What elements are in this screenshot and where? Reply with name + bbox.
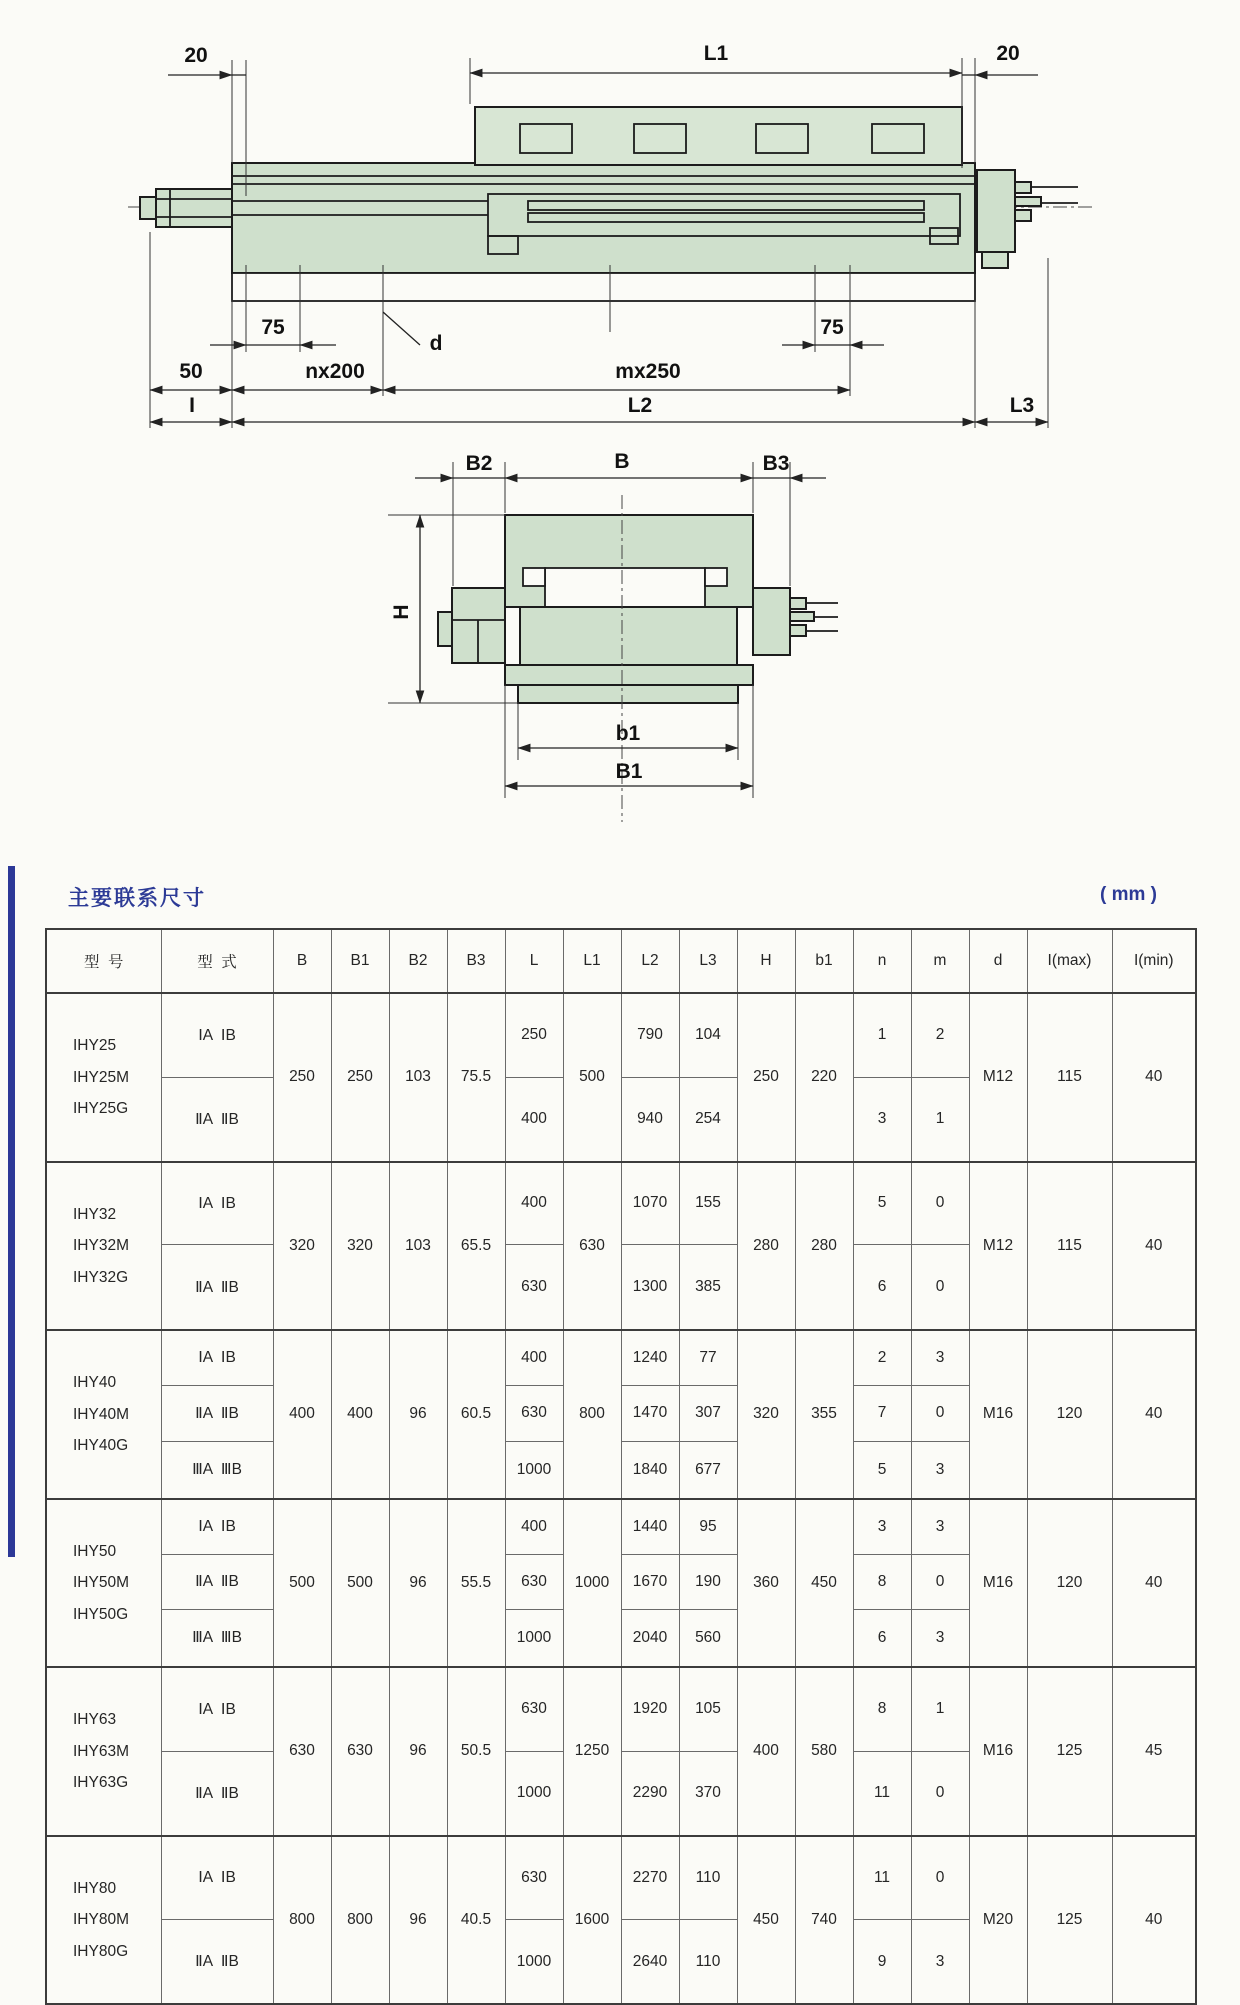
n-cell: 6: [853, 1245, 911, 1330]
L1-cell: 800: [563, 1330, 621, 1499]
n-cell: 3: [853, 1499, 911, 1555]
L-cell: 630: [505, 1836, 563, 1920]
L2-cell: 1440: [621, 1499, 679, 1555]
left-clamp-wing: [438, 588, 505, 663]
L2-cell: 1070: [621, 1162, 679, 1245]
dim-label-b2: B2: [465, 452, 493, 475]
dim-label-b1-small: b1: [615, 722, 641, 745]
m-cell: 0: [911, 1751, 969, 1835]
model-cell: IHY80 IHY80M IHY80G: [46, 1836, 161, 2005]
base-flange: [232, 273, 975, 301]
L2-cell: 1300: [621, 1245, 679, 1330]
m-cell: 1: [911, 1077, 969, 1161]
b1-cell: 280: [795, 1162, 853, 1331]
m-cell: 3: [911, 1441, 969, 1498]
table-row: [46, 1330, 1196, 1385]
type-cell: ⅢA ⅢB: [161, 1609, 273, 1667]
L3-cell: 370: [679, 1751, 737, 1835]
model-cell: IHY50 IHY50M IHY50G: [46, 1499, 161, 1668]
m-cell: 3: [911, 1920, 969, 2004]
Imin-cell: 40: [1112, 1499, 1196, 1668]
L-cell: 1000: [505, 1920, 563, 2004]
Imin-cell: 40: [1112, 1330, 1196, 1499]
d-cell: M16: [969, 1667, 1027, 1836]
L-cell: 1000: [505, 1441, 563, 1498]
Imax-cell: 120: [1027, 1499, 1112, 1668]
section-t-slot: [545, 568, 705, 607]
B2-cell: 96: [389, 1330, 447, 1499]
table-row: [46, 1836, 1196, 1920]
Imax-cell: 125: [1027, 1667, 1112, 1836]
n-cell: 8: [853, 1554, 911, 1609]
B1-cell: 320: [331, 1162, 389, 1331]
col-header-B3: B3: [447, 929, 505, 993]
dim-label-i: I: [189, 394, 195, 417]
model-cell: IHY32 IHY32M IHY32G: [46, 1162, 161, 1331]
L3-cell: 677: [679, 1441, 737, 1498]
Imax-cell: 115: [1027, 1162, 1112, 1331]
L-cell: 630: [505, 1245, 563, 1330]
n-cell: 9: [853, 1920, 911, 2004]
n-cell: 6: [853, 1609, 911, 1667]
dim-label-50: 50: [179, 360, 203, 383]
B1-cell: 500: [331, 1499, 389, 1668]
B1-cell: 630: [331, 1667, 389, 1836]
col-header-L: L: [505, 929, 563, 993]
L2-cell: 2640: [621, 1920, 679, 2004]
b1-cell: 450: [795, 1499, 853, 1668]
d-cell: M20: [969, 1836, 1027, 2005]
L3-cell: 95: [679, 1499, 737, 1555]
n-cell: 5: [853, 1162, 911, 1245]
L2-cell: 2270: [621, 1836, 679, 1920]
dim-label-75-right: 75: [820, 316, 844, 339]
b1-cell: 355: [795, 1330, 853, 1499]
Imax-cell: 125: [1027, 1836, 1112, 2005]
B2-cell: 96: [389, 1499, 447, 1668]
B2-cell: 103: [389, 1162, 447, 1331]
L3-cell: 110: [679, 1920, 737, 2004]
m-cell: 0: [911, 1245, 969, 1330]
L-cell: 400: [505, 1077, 563, 1161]
dim-label-h: H: [390, 604, 413, 620]
accent-bar: [8, 866, 15, 1557]
Imax-cell: 120: [1027, 1330, 1112, 1499]
B-cell: 800: [273, 1836, 331, 2005]
dim-label-l1: L1: [703, 42, 729, 65]
n-cell: 1: [853, 993, 911, 1077]
col-header-B2: B2: [389, 929, 447, 993]
technical-drawings: [0, 0, 1240, 845]
type-cell: ⅡA ⅡB: [161, 1554, 273, 1609]
L2-cell: 1670: [621, 1554, 679, 1609]
dim-label-b3: B3: [762, 452, 790, 475]
n-cell: 8: [853, 1667, 911, 1751]
B3-cell: 50.5: [447, 1667, 505, 1836]
n-cell: 2: [853, 1330, 911, 1385]
b1-cell: 580: [795, 1667, 853, 1836]
type-cell: ⅠA ⅠB: [161, 1499, 273, 1555]
col-header-m: m: [911, 929, 969, 993]
L2-cell: 2290: [621, 1751, 679, 1835]
L1-cell: 630: [563, 1162, 621, 1331]
Imin-cell: 40: [1112, 1836, 1196, 2005]
L-cell: 400: [505, 1330, 563, 1385]
H-cell: 250: [737, 993, 795, 1162]
B1-cell: 250: [331, 993, 389, 1162]
col-header-d: d: [969, 929, 1027, 993]
table-row: [46, 1667, 1196, 1751]
B-cell: 630: [273, 1667, 331, 1836]
side-view-drawing: [128, 42, 1092, 428]
col-header-H: H: [737, 929, 795, 993]
m-cell: 0: [911, 1554, 969, 1609]
type-cell: ⅠA ⅠB: [161, 993, 273, 1077]
m-cell: 0: [911, 1385, 969, 1441]
col-header-L2: L2: [621, 929, 679, 993]
model-cell: IHY40 IHY40M IHY40G: [46, 1330, 161, 1499]
L3-cell: 307: [679, 1385, 737, 1441]
L-cell: 400: [505, 1499, 563, 1555]
m-cell: 3: [911, 1499, 969, 1555]
L2-cell: 940: [621, 1077, 679, 1161]
L3-cell: 385: [679, 1245, 737, 1330]
table-row: [46, 993, 1196, 1077]
type-cell: ⅡA ⅡB: [161, 1751, 273, 1835]
d-cell: M12: [969, 1162, 1027, 1331]
Imin-cell: 40: [1112, 1162, 1196, 1331]
cross-section-drawing: [388, 450, 838, 822]
model-cell: IHY25 IHY25M IHY25G: [46, 993, 161, 1162]
dim-label-l3: L3: [1009, 394, 1035, 417]
section-title: 主要联系尺寸: [68, 887, 206, 910]
type-cell: ⅢA ⅢB: [161, 1441, 273, 1498]
col-header-n: n: [853, 929, 911, 993]
m-cell: 3: [911, 1609, 969, 1667]
L3-cell: 560: [679, 1609, 737, 1667]
dim-label-20-left: 20: [184, 44, 208, 67]
L1-cell: 1600: [563, 1836, 621, 2005]
L1-cell: 1250: [563, 1667, 621, 1836]
L3-cell: 104: [679, 993, 737, 1077]
L2-cell: 790: [621, 993, 679, 1077]
Imin-cell: 45: [1112, 1667, 1196, 1836]
m-cell: 1: [911, 1667, 969, 1751]
B-cell: 320: [273, 1162, 331, 1331]
col-header-B1: B1: [331, 929, 389, 993]
b1-cell: 220: [795, 993, 853, 1162]
B3-cell: 65.5: [447, 1162, 505, 1331]
L3-cell: 77: [679, 1330, 737, 1385]
dim-label-nx200: nx200: [305, 360, 365, 383]
B-cell: 400: [273, 1330, 331, 1499]
dim-label-l2: L2: [627, 394, 653, 417]
L1-cell: 1000: [563, 1499, 621, 1668]
model-cell: IHY63 IHY63M IHY63G: [46, 1667, 161, 1836]
m-cell: 2: [911, 993, 969, 1077]
section-flange-narrow: [518, 685, 738, 703]
machine-body: [232, 163, 975, 273]
H-cell: 360: [737, 1499, 795, 1668]
m-cell: 3: [911, 1330, 969, 1385]
type-cell: ⅡA ⅡB: [161, 1385, 273, 1441]
Imin-cell: 40: [1112, 993, 1196, 1162]
m-cell: 0: [911, 1162, 969, 1245]
L-cell: 250: [505, 993, 563, 1077]
B-cell: 500: [273, 1499, 331, 1668]
B3-cell: 60.5: [447, 1330, 505, 1499]
top-slide-block: [475, 107, 962, 165]
d-cell: M16: [969, 1499, 1027, 1668]
n-cell: 3: [853, 1077, 911, 1161]
type-cell: ⅠA ⅠB: [161, 1836, 273, 1920]
dim-label-20-right: 20: [996, 42, 1020, 65]
L-cell: 630: [505, 1554, 563, 1609]
L3-cell: 190: [679, 1554, 737, 1609]
dim-label-75-left: 75: [261, 316, 285, 339]
type-cell: ⅡA ⅡB: [161, 1920, 273, 2004]
B2-cell: 96: [389, 1836, 447, 2005]
L-cell: 400: [505, 1162, 563, 1245]
B2-cell: 103: [389, 993, 447, 1162]
L3-cell: 105: [679, 1667, 737, 1751]
col-header-model: 型 号: [46, 929, 161, 993]
B3-cell: 55.5: [447, 1499, 505, 1668]
L-cell: 1000: [505, 1751, 563, 1835]
L2-cell: 1470: [621, 1385, 679, 1441]
B3-cell: 75.5: [447, 993, 505, 1162]
H-cell: 280: [737, 1162, 795, 1331]
B2-cell: 96: [389, 1667, 447, 1836]
n-cell: 5: [853, 1441, 911, 1498]
drive-shaft: [140, 189, 232, 227]
B1-cell: 800: [331, 1836, 389, 2005]
col-header-L3: L3: [679, 929, 737, 993]
col-header-type: 型 式: [161, 929, 273, 993]
type-cell: ⅠA ⅠB: [161, 1330, 273, 1385]
dim-label-mx250: mx250: [615, 360, 681, 383]
col-header-L1: L1: [563, 929, 621, 993]
col-header-Imin: I(min): [1112, 929, 1196, 993]
n-cell: 7: [853, 1385, 911, 1441]
L2-cell: 1240: [621, 1330, 679, 1385]
H-cell: 320: [737, 1330, 795, 1499]
H-cell: 450: [737, 1836, 795, 2005]
L3-cell: 155: [679, 1162, 737, 1245]
B-cell: 250: [273, 993, 331, 1162]
L2-cell: 1840: [621, 1441, 679, 1498]
col-header-Imax: I(max): [1027, 929, 1112, 993]
n-cell: 11: [853, 1751, 911, 1835]
right-clamp-wing: [753, 588, 838, 655]
Imax-cell: 115: [1027, 993, 1112, 1162]
table-row: [46, 1162, 1196, 1245]
H-cell: 400: [737, 1667, 795, 1836]
L1-cell: 500: [563, 993, 621, 1162]
L-cell: 630: [505, 1385, 563, 1441]
L3-cell: 254: [679, 1077, 737, 1161]
col-header-B: B: [273, 929, 331, 993]
spec-table: [45, 928, 1197, 2005]
B3-cell: 40.5: [447, 1836, 505, 2005]
L-cell: 630: [505, 1667, 563, 1751]
type-cell: ⅡA ⅡB: [161, 1077, 273, 1161]
d-cell: M16: [969, 1330, 1027, 1499]
section-lower-body: [520, 607, 737, 667]
n-cell: 11: [853, 1836, 911, 1920]
dim-label-d: d: [429, 332, 443, 355]
dim-label-b1-cap: B1: [615, 760, 643, 783]
type-cell: ⅡA ⅡB: [161, 1245, 273, 1330]
section-flange-wide: [505, 665, 753, 685]
b1-cell: 740: [795, 1836, 853, 2005]
end-bracket: [977, 170, 1078, 268]
L-cell: 1000: [505, 1609, 563, 1667]
dim-label-b: B: [614, 450, 630, 473]
m-cell: 0: [911, 1836, 969, 1920]
B1-cell: 400: [331, 1330, 389, 1499]
L3-cell: 110: [679, 1836, 737, 1920]
L2-cell: 1920: [621, 1667, 679, 1751]
unit-label: ( mm ): [1100, 884, 1157, 905]
col-header-b1: b1: [795, 929, 853, 993]
table-row: [46, 1499, 1196, 1555]
type-cell: ⅠA ⅠB: [161, 1667, 273, 1751]
header-row: [46, 929, 1196, 993]
d-cell: M12: [969, 993, 1027, 1162]
L2-cell: 2040: [621, 1609, 679, 1667]
type-cell: ⅠA ⅠB: [161, 1162, 273, 1245]
